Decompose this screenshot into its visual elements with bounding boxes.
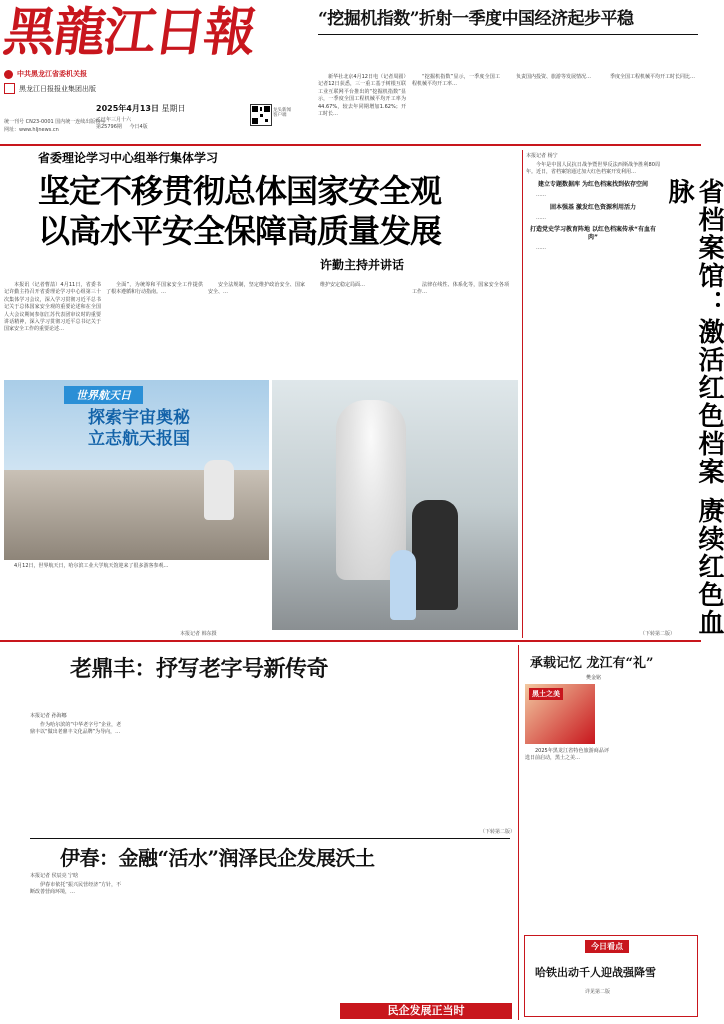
right-continued: （下转第二版） bbox=[640, 631, 676, 637]
group-label: 黑龙江日报报业集团出版 bbox=[19, 84, 96, 93]
preview-box bbox=[524, 935, 698, 1017]
qr-caption: 龙头新闻客户端 bbox=[273, 108, 291, 118]
lead-col5: 法律在线性、体系化等，国家安全各项工作… bbox=[412, 282, 509, 296]
codes-line: 统一刊号 CN23-0001 国内统一连续出版物号 bbox=[4, 119, 106, 125]
story2-continued: （下转第二版） bbox=[480, 829, 516, 835]
lead-kicker: 省委理论学习中心组举行集体学习 bbox=[38, 151, 219, 165]
visitor-figure bbox=[412, 500, 458, 610]
date-block bbox=[96, 103, 251, 130]
lead-col2: 全面”，为统筹和平国家安全工作提供了根本遵循和行动指南。… bbox=[106, 282, 203, 296]
story2-byline: 本报记者 孙海娜 bbox=[30, 713, 67, 719]
story2-body: 作为哈尔滨的“中华老字号”企业，老鼎丰以“做出老鼎丰文化品牌”为导向，… bbox=[30, 722, 122, 736]
website-line[interactable]: 网址：www.hljnews.cn bbox=[4, 127, 59, 133]
column-image-label: 黑土之美 bbox=[529, 688, 563, 700]
column-image bbox=[525, 684, 595, 744]
photo-banner-line1: 探索宇宙奥秘 bbox=[88, 408, 190, 428]
right-subhead-2: 固本强基 激发红色资源利用活力 bbox=[549, 203, 637, 211]
photo-figure bbox=[204, 460, 234, 520]
lead-col4: 维护安定稳定局面… bbox=[320, 282, 366, 288]
story3-body: 伊春市依托“振兴民营经济”方针，不断改善营商环境，… bbox=[30, 882, 122, 896]
top-story-col4: 季度全国工程机械平均开工时长同比… bbox=[610, 74, 696, 80]
pages-count: 今日4版 bbox=[129, 124, 148, 130]
photo-poster bbox=[4, 380, 269, 560]
photo-spacesuit bbox=[272, 380, 518, 630]
weekday-text: 星期日 bbox=[161, 104, 186, 113]
lead-headline-2[interactable]: 以高水平安全保障高质量发展 bbox=[38, 212, 442, 250]
story3-headline[interactable]: 伊春：金融“活水”润泽民企发展沃土 bbox=[60, 846, 375, 870]
publisher-label: 中共黑龙江省委机关报 bbox=[17, 70, 87, 78]
lead-byline: 许勤主持并讲话 bbox=[320, 258, 405, 272]
newspaper-title: 黑龍江日報 bbox=[0, 2, 259, 63]
photo-banner-top: 世界航天日 bbox=[64, 386, 143, 404]
top-story-col3: 负责国内投资、旅游等发展情况… bbox=[516, 74, 592, 80]
story3-byline: 本报记者 侯辰亮 宁晗 bbox=[30, 873, 79, 879]
issue-number: 第25796期 bbox=[96, 124, 122, 130]
lunar-date: 乙巳年三月十六 bbox=[96, 117, 132, 123]
date-text: 2025年4月13日 bbox=[96, 104, 159, 113]
photo-credit: 本报记者 韩东摄 bbox=[180, 631, 217, 637]
lead-story bbox=[38, 150, 508, 166]
right-subhead-3: 打造党史学习教育阵地 以红色档案传承“有血有肉” bbox=[529, 226, 657, 241]
red-emblem-icon bbox=[4, 70, 13, 79]
column-body: 2025年黑龙江省特色旅游商品评选日前启动，黑土之美… bbox=[525, 748, 609, 762]
photo-caption: 4月12日，世界航天日，哈尔滨工业大学航天馆迎来了很多游客参观… bbox=[14, 563, 169, 569]
masthead bbox=[0, 2, 259, 95]
qr-code-icon[interactable] bbox=[250, 104, 272, 126]
column-title[interactable]: 承载记忆 龙江有“礼” bbox=[530, 656, 654, 671]
right-vertical-headline[interactable]: 省档案馆：激活红色档案 赓续红色血脉 bbox=[664, 178, 724, 638]
preview-headline[interactable]: 哈铁出动千人迎战强降雪 bbox=[535, 966, 656, 979]
group-logo-icon bbox=[4, 83, 15, 94]
right-body: 今年是中国人民抗日战争暨世界反法西斯战争胜利80周年。近日，省档案馆通过加大红色档案开发利用… 建立专题数据库 为红色档案找到依存空间 …… 固本强基 激发红色资源利用活力 …… 打造党史学习教育阵地 以红色档案传承“有血有肉” …… bbox=[526, 162, 660, 252]
story3-banner: 民企发展正当时 bbox=[340, 1003, 512, 1019]
top-story-headline[interactable]: “挖掘机指数”折射一季度中国经济起步平稳 bbox=[318, 9, 634, 29]
child-figure bbox=[390, 550, 416, 620]
story2-headline[interactable]: 老鼎丰：抒写老字号新传奇 bbox=[70, 656, 329, 682]
photo-banner-line2: 立志航天报国 bbox=[88, 429, 190, 449]
lead-col1: 本报讯（记者曹喆）4月11日，省委书记许勤主持召开省委理论学习中心组第三十次集体学习会议，深入学习贯彻习近平总书记关于总体国家安全观的重要论述和在全国人大会议期间参加江苏代表团审议时的重要讲话精神，深入学习贯彻习近平总书记关于国家安全工作的重要论述… bbox=[4, 282, 101, 333]
lead-col3: 安全法规制，坚定维护政治安全、国家安全、… bbox=[208, 282, 305, 296]
right-subhead-1: 建立专题数据库 为红色档案找到依存空间 bbox=[537, 180, 649, 188]
photo-banner bbox=[54, 408, 224, 450]
top-story-col2: “挖掘机指数”显示，一季度全国工程机械平均开工率… bbox=[412, 74, 500, 88]
top-story-col1: 新华社北京4月12日电（记者周圆）记者12日获悉，三一重工基于树根互联工业互联网平台推出的“挖掘机指数”显示，一季度全国工程机械平均开工率为44.67%，较去年同期增加1.62%；开工时长… bbox=[318, 74, 406, 118]
lead-headline-1[interactable]: 坚定不移贯彻总体国家安全观 bbox=[38, 172, 442, 210]
preview-label: 今日看点 bbox=[585, 940, 629, 953]
top-story bbox=[318, 8, 698, 30]
right-byline: 本报记者 杨宁 bbox=[526, 153, 558, 159]
qr-pattern bbox=[251, 105, 271, 125]
preview-note: 详见第二版 bbox=[585, 989, 611, 995]
column-byline: 樊金铭 bbox=[586, 675, 602, 681]
